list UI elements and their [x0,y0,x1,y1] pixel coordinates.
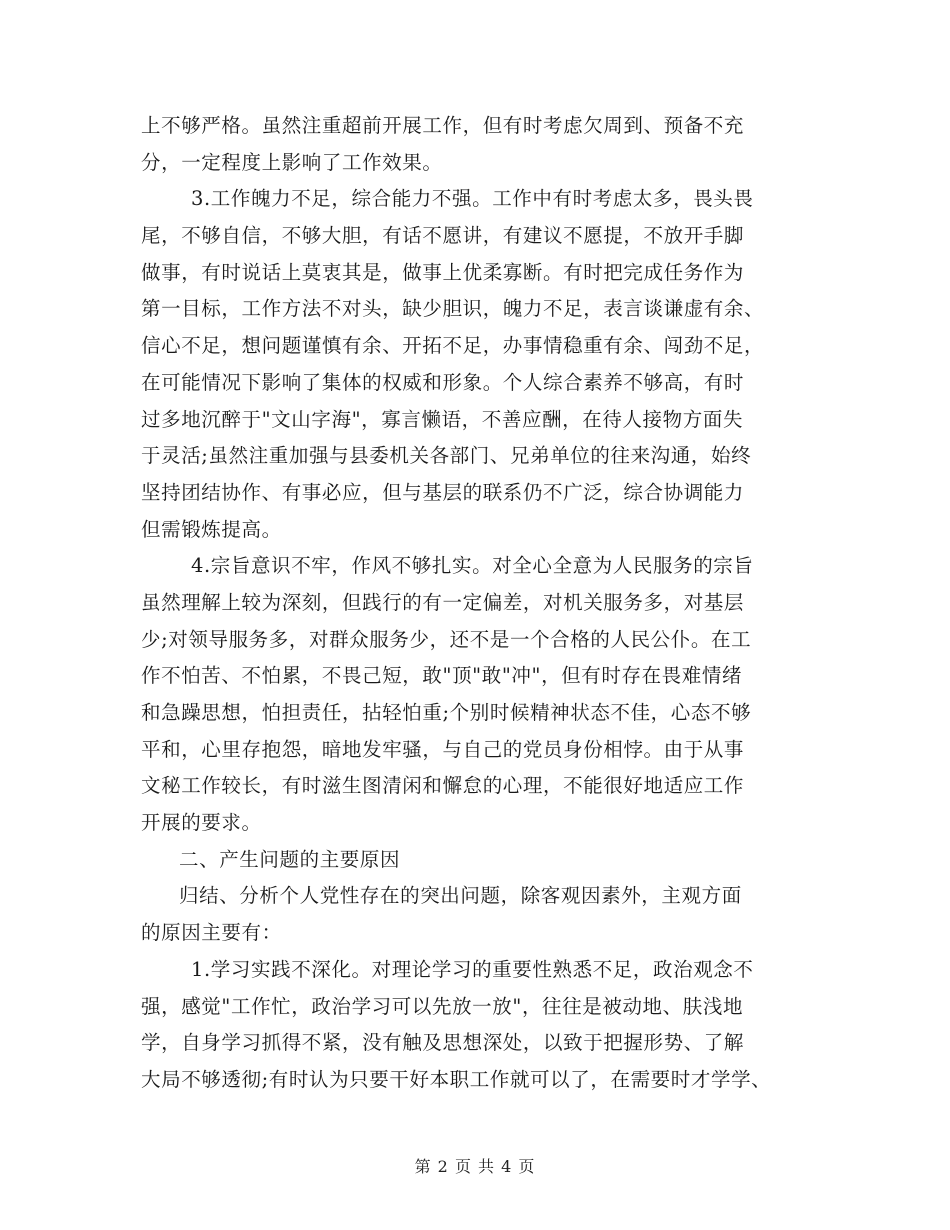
text-line: 和急躁思想，怕担责任，拈轻怕重;个别时候精神状态不佳，心态不够 [141,701,752,724]
text-line: 第一目标，工作方法不对头，缺少胆识，魄力不足，表言谈谦虚有余、 [141,297,765,321]
text-line: 平和，心里存抱怨，暗地发牢骚，与自己的党员身份相悖。由于从事 [141,737,745,761]
text-line: 上不够严格。虽然注重超前开展工作，但有时考虑欠周到、预备不充 [141,114,745,137]
text-line: 但需锻炼提高。 [141,517,282,541]
paragraph-start-line: 4.宗旨意识不牢，作风不够扎实。对全心全意为人民服务的宗旨 [191,554,754,578]
text-line: 的原因主要有： [141,921,282,945]
text-line: 虽然理解上较为深刻，但践行的有一定偏差，对机关服务多，对基层 [141,590,745,614]
text-line: 信心不足，想问题谨慎有余、开拓不足，办事情稳重有余、闯劲不足， [141,334,765,358]
text-line: 在可能情况下影响了集体的权威和形象。个人综合素养不够高，有时 [141,370,745,394]
paragraph-start-line: 3.工作魄力不足，综合能力不强。工作中有时考虑太多，畏头畏 [191,187,754,211]
paragraph-start-line: 归结、分析个人党性存在的突出问题，除客观因素外，主观方面 [179,884,742,908]
section-heading: 二、产生问题的主要原因 [179,847,401,871]
text-line: 做事，有时说话上莫衷其是，做事上优柔寡断。有时把完成任务作为 [141,260,745,284]
text-line: 于灵活;虽然注重加强与县委机关各部门、兄弟单位的往来沟通，始终 [141,444,752,468]
text-line: 分，一定程度上影响了工作效果。 [141,150,443,174]
text-line: 少;对领导服务多，对群众服务少，还不是一个合格的人民公仆。在工 [141,627,752,651]
paragraph-start-line: 1.学习实践不深化。对理论学习的重要性熟悉不足，政治观念不 [191,957,754,981]
text-line: 过多地沉醉于"文山字海"，寡言懒语，不善应酬，在待人接物方面失 [141,407,744,431]
document-body [141,108,831,1099]
text-line: 学，自身学习抓得不紧，没有触及思想深处，以致于把握形势、了解 [141,1031,745,1055]
text-line: 文秘工作较长，有时滋生图清闲和懈怠的心理，不能很好地适应工作 [141,774,745,798]
text-line: 强，感觉"工作忙，政治学习可以先放一放"，往往是被动地、肤浅地 [141,994,744,1018]
text-line: 尾，不够自信，不够大胆，有话不愿讲，有建议不愿提，不放开手脚 [141,224,745,248]
text-line: 坚持团结协作、有事必应，但与基层的联系仍不广泛，综合协调能力 [141,480,745,504]
text-line: 开展的要求。 [141,811,262,835]
page-number-footer: 第 2 页 共 4 页 [414,1157,536,1176]
text-line: 作不怕苦、不怕累，不畏己短，敢"顶"敢"冲"，但有时存在畏难情绪 [141,664,743,688]
text-line: 大局不够透彻;有时认为只要干好本职工作就可以了，在需要时才学学、 [141,1067,772,1091]
